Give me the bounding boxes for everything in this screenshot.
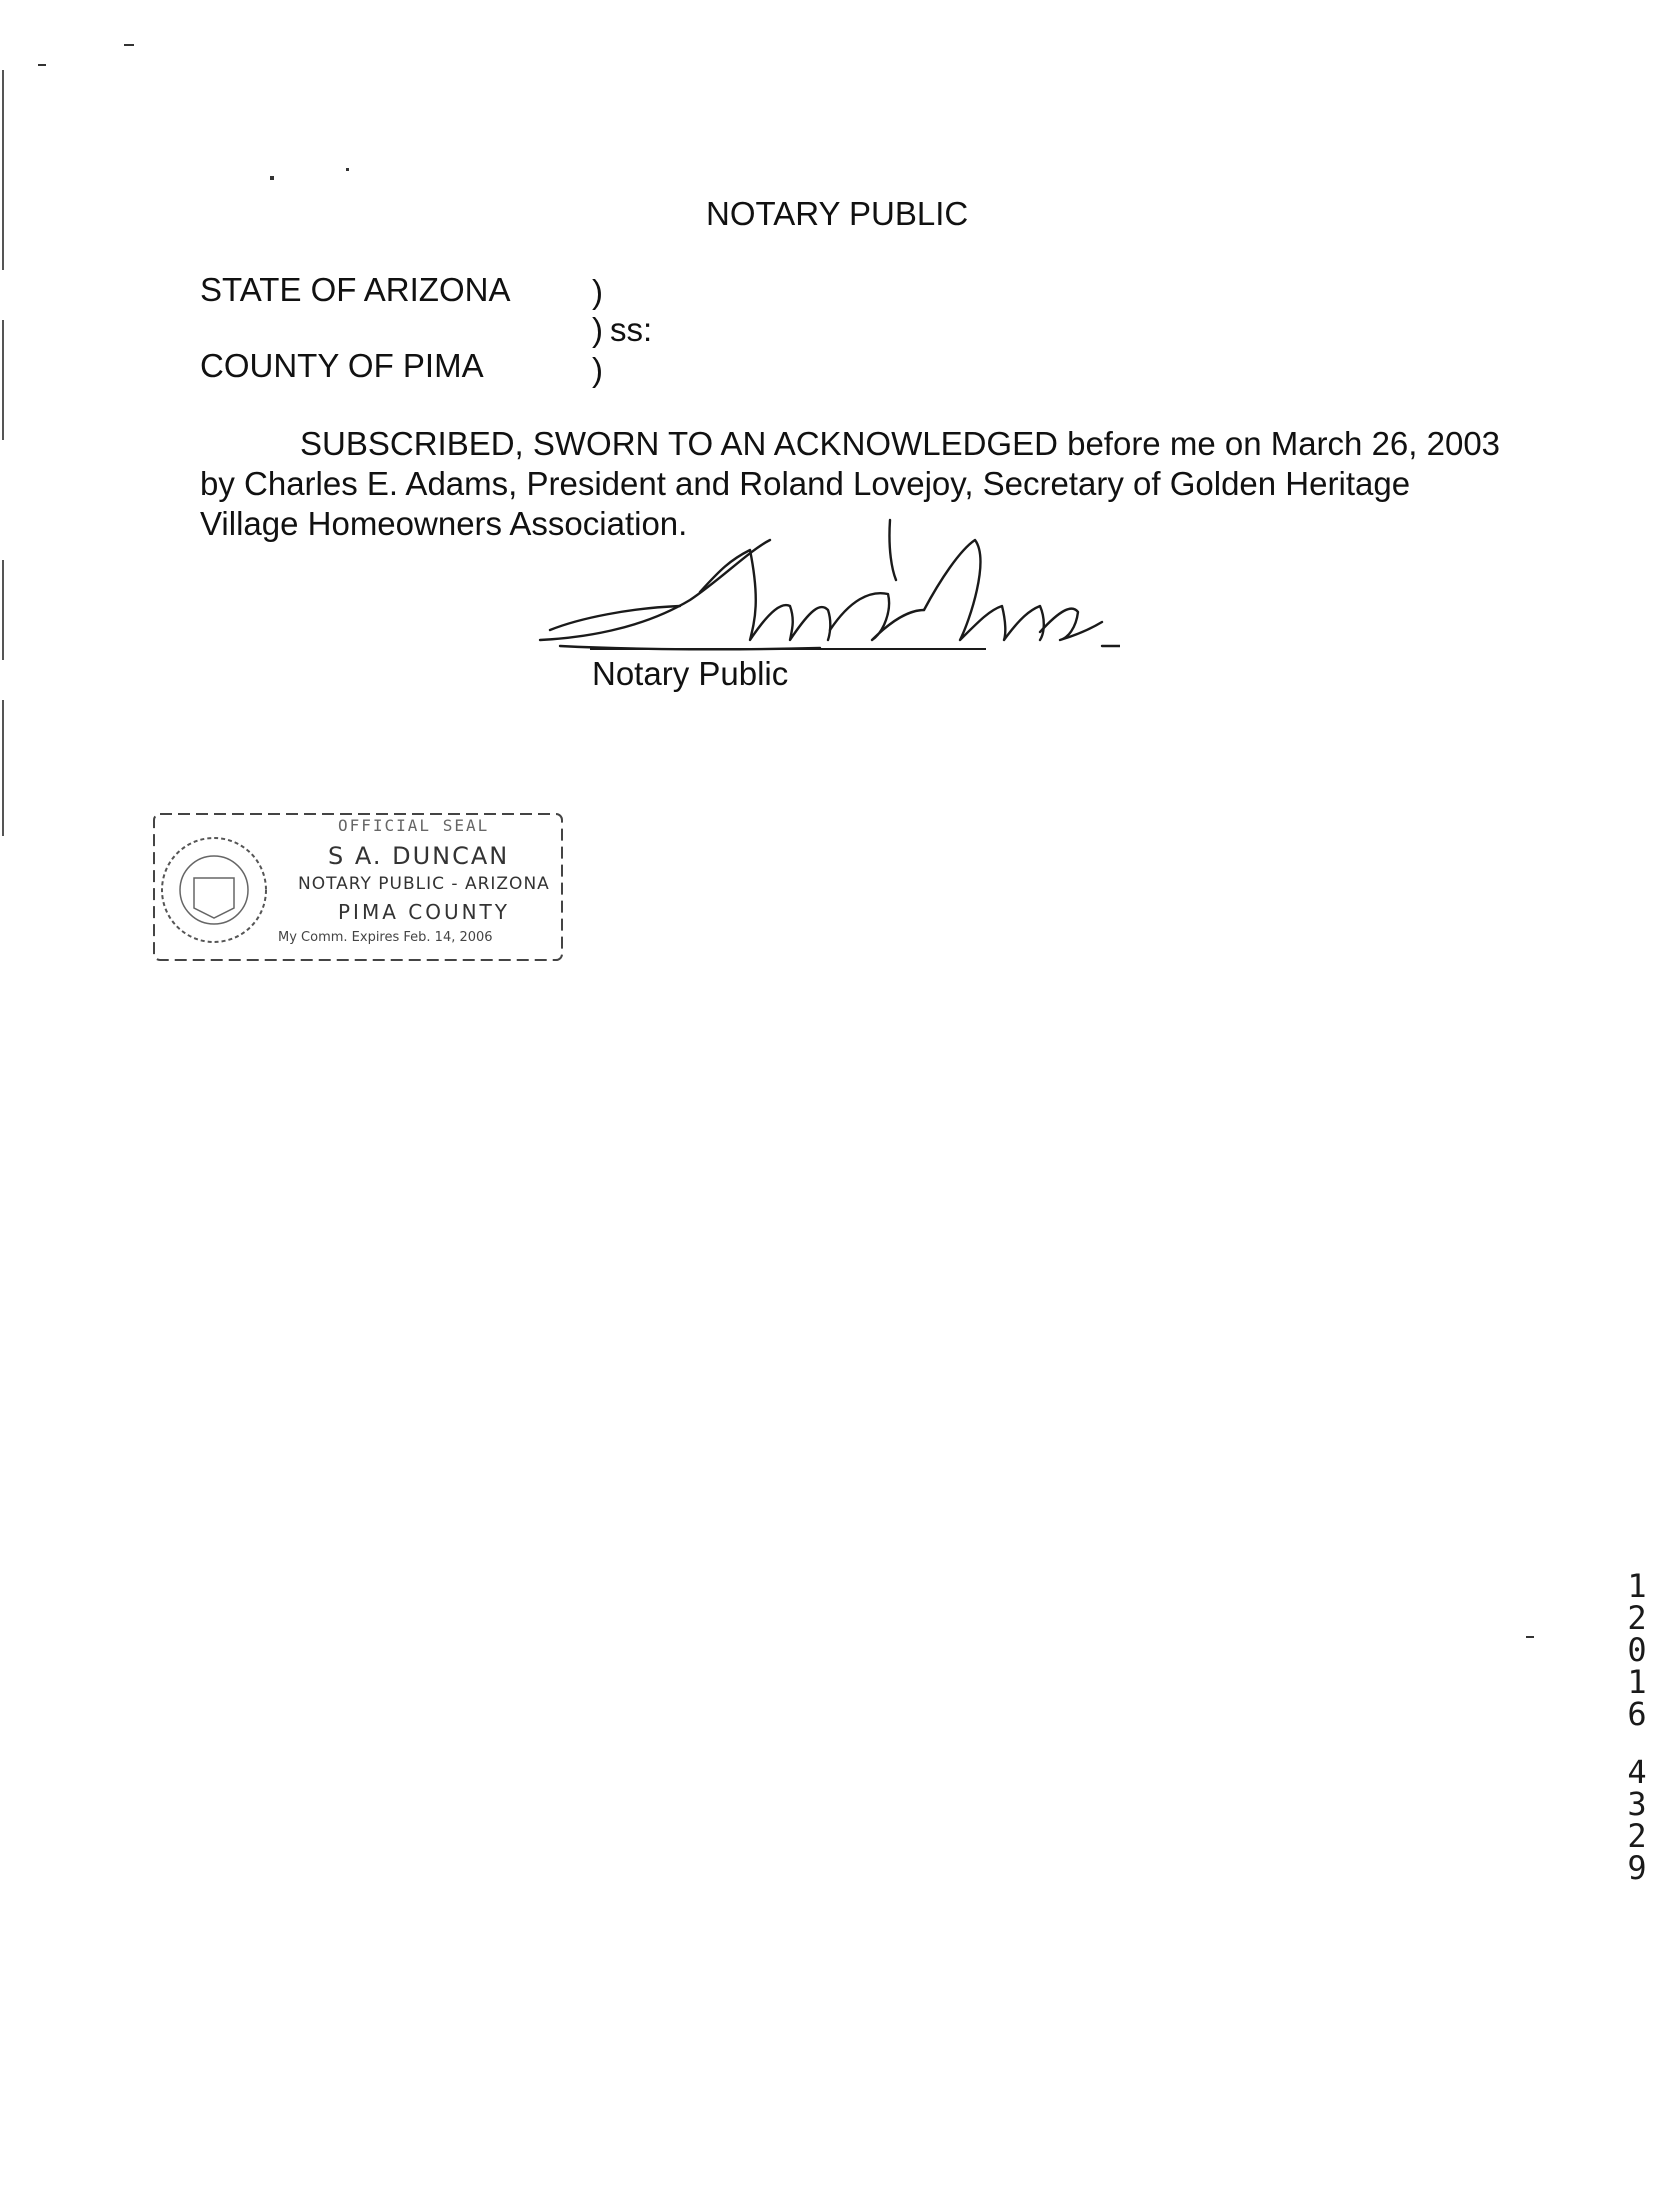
- notary-seal-stamp: [148, 808, 568, 966]
- acknowledgment-body: SUBSCRIBED, SWORN TO AN ACKNOWLEDGED before me on March 26, 2003 by Charles E. Adams, President and Roland Lovejoy, Secretary of Golden Heritage Village Homeowners Association.: [200, 425, 1501, 542]
- recording-digit: 0: [1627, 1631, 1647, 1669]
- recording-digit: 2: [1627, 1817, 1647, 1855]
- venue-county: COUNTY OF PIMA: [200, 347, 484, 384]
- seal-line-4: PIMA COUNTY: [338, 900, 510, 924]
- scan-edge-mark: [2, 70, 4, 270]
- recording-digit: 9: [1627, 1849, 1647, 1887]
- recording-digit: 4: [1627, 1753, 1647, 1791]
- recording-digit: 2: [1627, 1599, 1647, 1637]
- recording-digit: 3: [1627, 1785, 1647, 1823]
- venue-state: STATE OF ARIZONA: [200, 271, 511, 308]
- recording-digit: 1: [1627, 1663, 1647, 1701]
- recording-digit: 6: [1627, 1695, 1647, 1733]
- venue-ss: ss:: [610, 311, 653, 348]
- scan-artifact: [1526, 1636, 1534, 1638]
- scan-edge-mark: [2, 560, 4, 660]
- venue-block: [200, 270, 720, 390]
- document-title: NOTARY PUBLIC: [706, 195, 969, 232]
- recording-number: [1620, 1567, 1654, 1887]
- venue-paren: ): [592, 273, 603, 310]
- signature-label: Notary Public: [592, 655, 789, 692]
- scan-artifact: [270, 176, 274, 180]
- seal-line-5: My Comm. Expires Feb. 14, 2006: [278, 930, 493, 945]
- seal-line-3: NOTARY PUBLIC - ARIZONA: [298, 874, 550, 894]
- venue-paren: ): [592, 311, 603, 348]
- seal-line-2: S A. DUNCAN: [328, 842, 510, 870]
- notary-signature: [520, 510, 1120, 660]
- scan-edge-mark: [2, 320, 4, 440]
- scan-artifact: [124, 44, 134, 46]
- scan-artifact: [38, 64, 46, 66]
- scan-edge-mark: [2, 700, 4, 836]
- recording-digit: 1: [1627, 1567, 1647, 1605]
- scan-artifact: [346, 168, 349, 171]
- venue-paren: ): [592, 351, 603, 388]
- seal-line-1: OFFICIAL SEAL: [338, 816, 490, 835]
- signature-line: [590, 648, 986, 650]
